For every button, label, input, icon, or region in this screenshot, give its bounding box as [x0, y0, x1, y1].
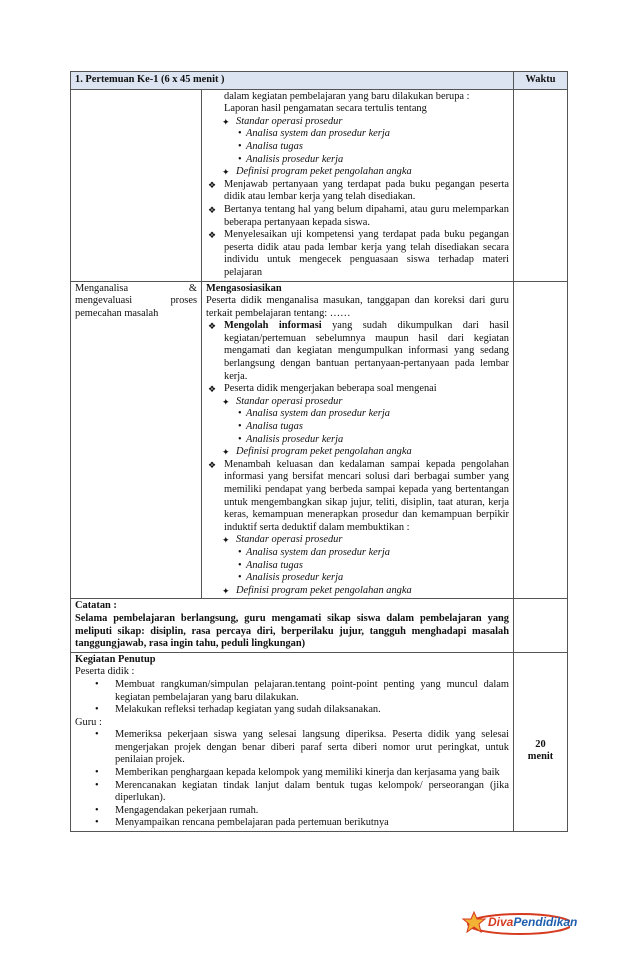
- lesson-plan-table: [70, 71, 568, 832]
- list-item: • Menyampaikan rencana pembelajaran pada pertemuan berikutnya: [75, 817, 509, 830]
- list-item: ✦ Definisi program peket pengolahan angka: [206, 585, 509, 598]
- list-item: • Analisa system dan prosedur kerja: [206, 128, 509, 141]
- meeting-title: 1. Pertemuan Ke-1 (6 x 45 menit ): [71, 72, 514, 89]
- catatan-cell: [71, 599, 514, 651]
- logo-text-part: Pendidikan: [513, 915, 578, 929]
- logo-text: [488, 916, 577, 929]
- list-item: ✦ Definisi program peket pengolahan angka: [206, 446, 509, 459]
- table-row: [71, 89, 567, 281]
- table-row: [71, 652, 567, 831]
- list-item: • Memeriksa pekerjaan siswa yang selesai langsung diperiksa. Peserta didik yang selesai mengerjakan projek dengan benar diberi paraf serta diberi nomor urut peringkat, untuk penilaian projek.: [75, 729, 509, 767]
- list-item: ✦ Standar operasi prosedur: [206, 534, 509, 547]
- list-item: • Analisis prosedur kerja: [206, 154, 509, 167]
- table-row: [71, 598, 567, 651]
- table-row: [71, 281, 567, 599]
- list-item: ✦ Standar operasi prosedur: [206, 396, 509, 409]
- waktu-cell: [514, 599, 567, 651]
- catatan-text: Selama pembelajaran berlangsung, guru mengamati sikap siswa dalam pembelajaran yang meliputi sikap: disiplin, rasa percaya diri, berperilaku jujur, tangguh menghadapi masalah tanggungjawab, rasa ingin tahu, peduli lingkungan): [75, 612, 509, 650]
- text-line: Peserta didik :: [75, 666, 135, 678]
- table-header-row: [71, 72, 567, 89]
- list-item: • Analisa tugas: [206, 421, 509, 434]
- waktu-number: 20: [535, 738, 546, 750]
- waktu-unit: menit: [527, 751, 554, 763]
- list-item: ✦ Definisi program peket pengolahan angka: [206, 166, 509, 179]
- text-line: Laporan hasil pengamatan secara tertulis tentang: [224, 103, 427, 115]
- list-item: • Analisa tugas: [206, 560, 509, 573]
- list-item: • Mengagendakan pekerjaan rumah.: [75, 805, 509, 818]
- list-item: ❖ Bertanya tentang hal yang belum dipahami, atau guru melemparkan beberapa pertanyaan kepada siswa.: [206, 204, 509, 229]
- waktu-header: Waktu: [525, 74, 556, 85]
- list-item: • Analisa system dan prosedur kerja: [206, 408, 509, 421]
- list-item: • Analisis prosedur kerja: [206, 434, 509, 447]
- list-item: • Melakukan refleksi terhadap kegiatan yang sudah dilaksanakan.: [75, 704, 509, 717]
- section-heading: Kegiatan Penutup: [75, 653, 156, 665]
- list-item: ❖ Menambah keluasan dan kedalaman sampai kepada pengolahan informasi yang bersifat mencari solusi dari berbagai sumber yang memiliki pendapat yang berbeda sampai kepada yang bertentangan untuk mengembangkan sikap jujur, teliti, disiplin, taat aturan, kerja keras, kemampuan menerapkan prosedur dan kemampuan berpikir induktif serta deduktif dalam membuktikan :: [206, 459, 509, 535]
- logo-text-part: Diva: [488, 915, 514, 929]
- list-item: ❖ Menyelesaikan uji kompetensi yang terdapat pada buku pegangan peserta didik atau pada lembar kerja yang telah disediakan secara individu untuk mengecek penguasaan siswa terhadap materi pelajaran: [206, 229, 509, 279]
- list-item: • Memberikan penghargaan kepada kelompok yang memiliki kinerja dan kerjasama yang baik: [75, 767, 509, 780]
- penutup-cell: [71, 653, 514, 831]
- list-item: ✦ Standar operasi prosedur: [206, 116, 509, 129]
- list-item: ❖ Menjawab pertanyaan yang terdapat pada buku pegangan peserta didik atau lembar kerja yang telah disediakan.: [206, 179, 509, 204]
- catatan-title: Catatan :: [75, 600, 117, 612]
- text-line: Peserta didik menganalisa masukan, tanggapan dan koreksi dari guru terkait pembelajaran tentang: ……: [206, 295, 509, 319]
- waktu-cell: [514, 282, 567, 599]
- list-item: [206, 320, 509, 383]
- activity-cell: [202, 282, 514, 599]
- waktu-cell: [514, 90, 567, 281]
- list-item: ❖ Peserta didik mengerjakan beberapa soal mengenai: [206, 383, 509, 396]
- list-item: • Analisa system dan prosedur kerja: [206, 547, 509, 560]
- text-line: Guru :: [75, 716, 102, 728]
- waktu-cell: [514, 653, 567, 831]
- emphasis-text: Mengolah informasi: [224, 320, 322, 332]
- indicator-cell: Menganalisa & mengevaluasi proses pemecahan masalah: [71, 282, 202, 599]
- list-item: • Merencanakan kegiatan tindak lanjut dalam bentuk tugas kelompok/ perseorangan (jika diperlukan).: [75, 780, 509, 805]
- list-item: • Analisa tugas: [206, 141, 509, 154]
- section-heading: Mengasosiasikan: [206, 282, 282, 294]
- empty-indicator-cell: [71, 90, 202, 281]
- brand-logo: [460, 908, 578, 938]
- text-line: yang sudah dikumpulkan dari hasil kegiatan/pertemuan sebelumnya maupun hasil dari kegiatan mengamati dan kegiatan mengumpulkan informasi yang sedang berlangsung dengan bantuan pertanyaan-pertanyaan pada lembar kerja.: [224, 320, 510, 382]
- text-line: dalam kegiatan pembelajaran yang baru dilakukan berupa :: [224, 90, 470, 102]
- list-item: • Membuat rangkuman/simpulan pelajaran.tentang point-point penting yang muncul dalam kegiatan pembelajaran yang baru dilakukan.: [75, 679, 509, 704]
- activity-cell: [202, 90, 514, 281]
- list-item: • Analisis prosedur kerja: [206, 572, 509, 585]
